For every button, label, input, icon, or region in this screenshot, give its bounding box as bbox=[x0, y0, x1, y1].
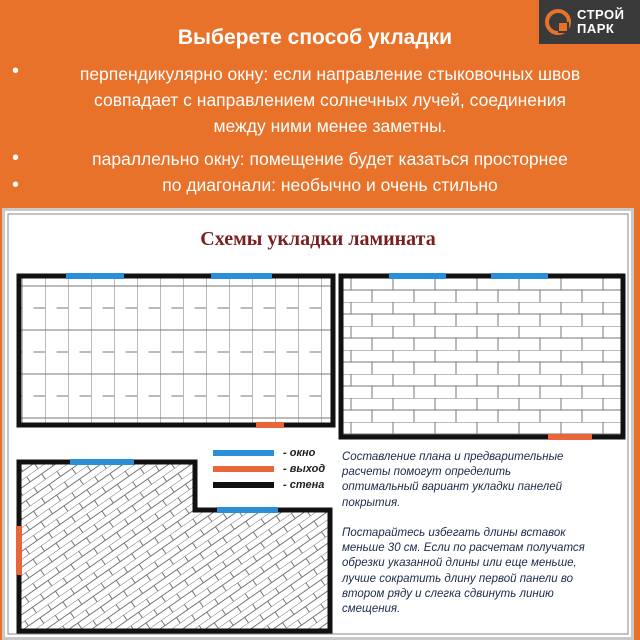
room-vertical bbox=[19, 276, 333, 425]
bullet-1-line-3: между ними менее заметны. bbox=[213, 116, 447, 136]
scheme-panel bbox=[2, 208, 634, 640]
bullet-3: по диагонали: необычно и очень стильно bbox=[162, 175, 498, 195]
header-banner bbox=[0, 0, 640, 208]
logo-line1: СТРОЙ bbox=[577, 7, 625, 22]
scheme-title: Схемы укладки ламината bbox=[200, 228, 436, 250]
bullet-1-line-2: совпадает с направлением солнечных лучей, соединения bbox=[94, 90, 566, 110]
note-insert-length: Постарайтесь избегать длины вставок меньше 30 см. Если по расчетам получатся обрезки указанной длины или еще меньше, лучше сократить длину первой панели во втором ряду и слегка сдвинуть линию смещения. bbox=[342, 527, 585, 616]
bullet-dot: • bbox=[12, 60, 20, 82]
room-horizontal bbox=[341, 276, 623, 437]
page-title: Выберете способ укладки bbox=[177, 26, 453, 49]
bullet-dot: • bbox=[12, 174, 20, 196]
brand-icon bbox=[545, 9, 571, 35]
bullet-2: параллельно окну: помещение будет казаться просторнее bbox=[92, 149, 568, 169]
legend-exit-label: - выход bbox=[283, 463, 326, 475]
logo-line2: ПАРК bbox=[577, 21, 615, 36]
bullet-dot: • bbox=[12, 147, 20, 169]
logo[interactable] bbox=[539, 0, 640, 44]
legend-wall-label: - стена bbox=[283, 479, 325, 491]
note-planning: Составление плана и предварительные расчеты помогут определить оптимальный вариант укладки панелей покрытия. bbox=[342, 451, 564, 509]
bullet-1-line-1: перпендикулярно окну: если направление стыковочных швов bbox=[79, 64, 581, 84]
legend-window-label: - окно bbox=[283, 447, 316, 459]
